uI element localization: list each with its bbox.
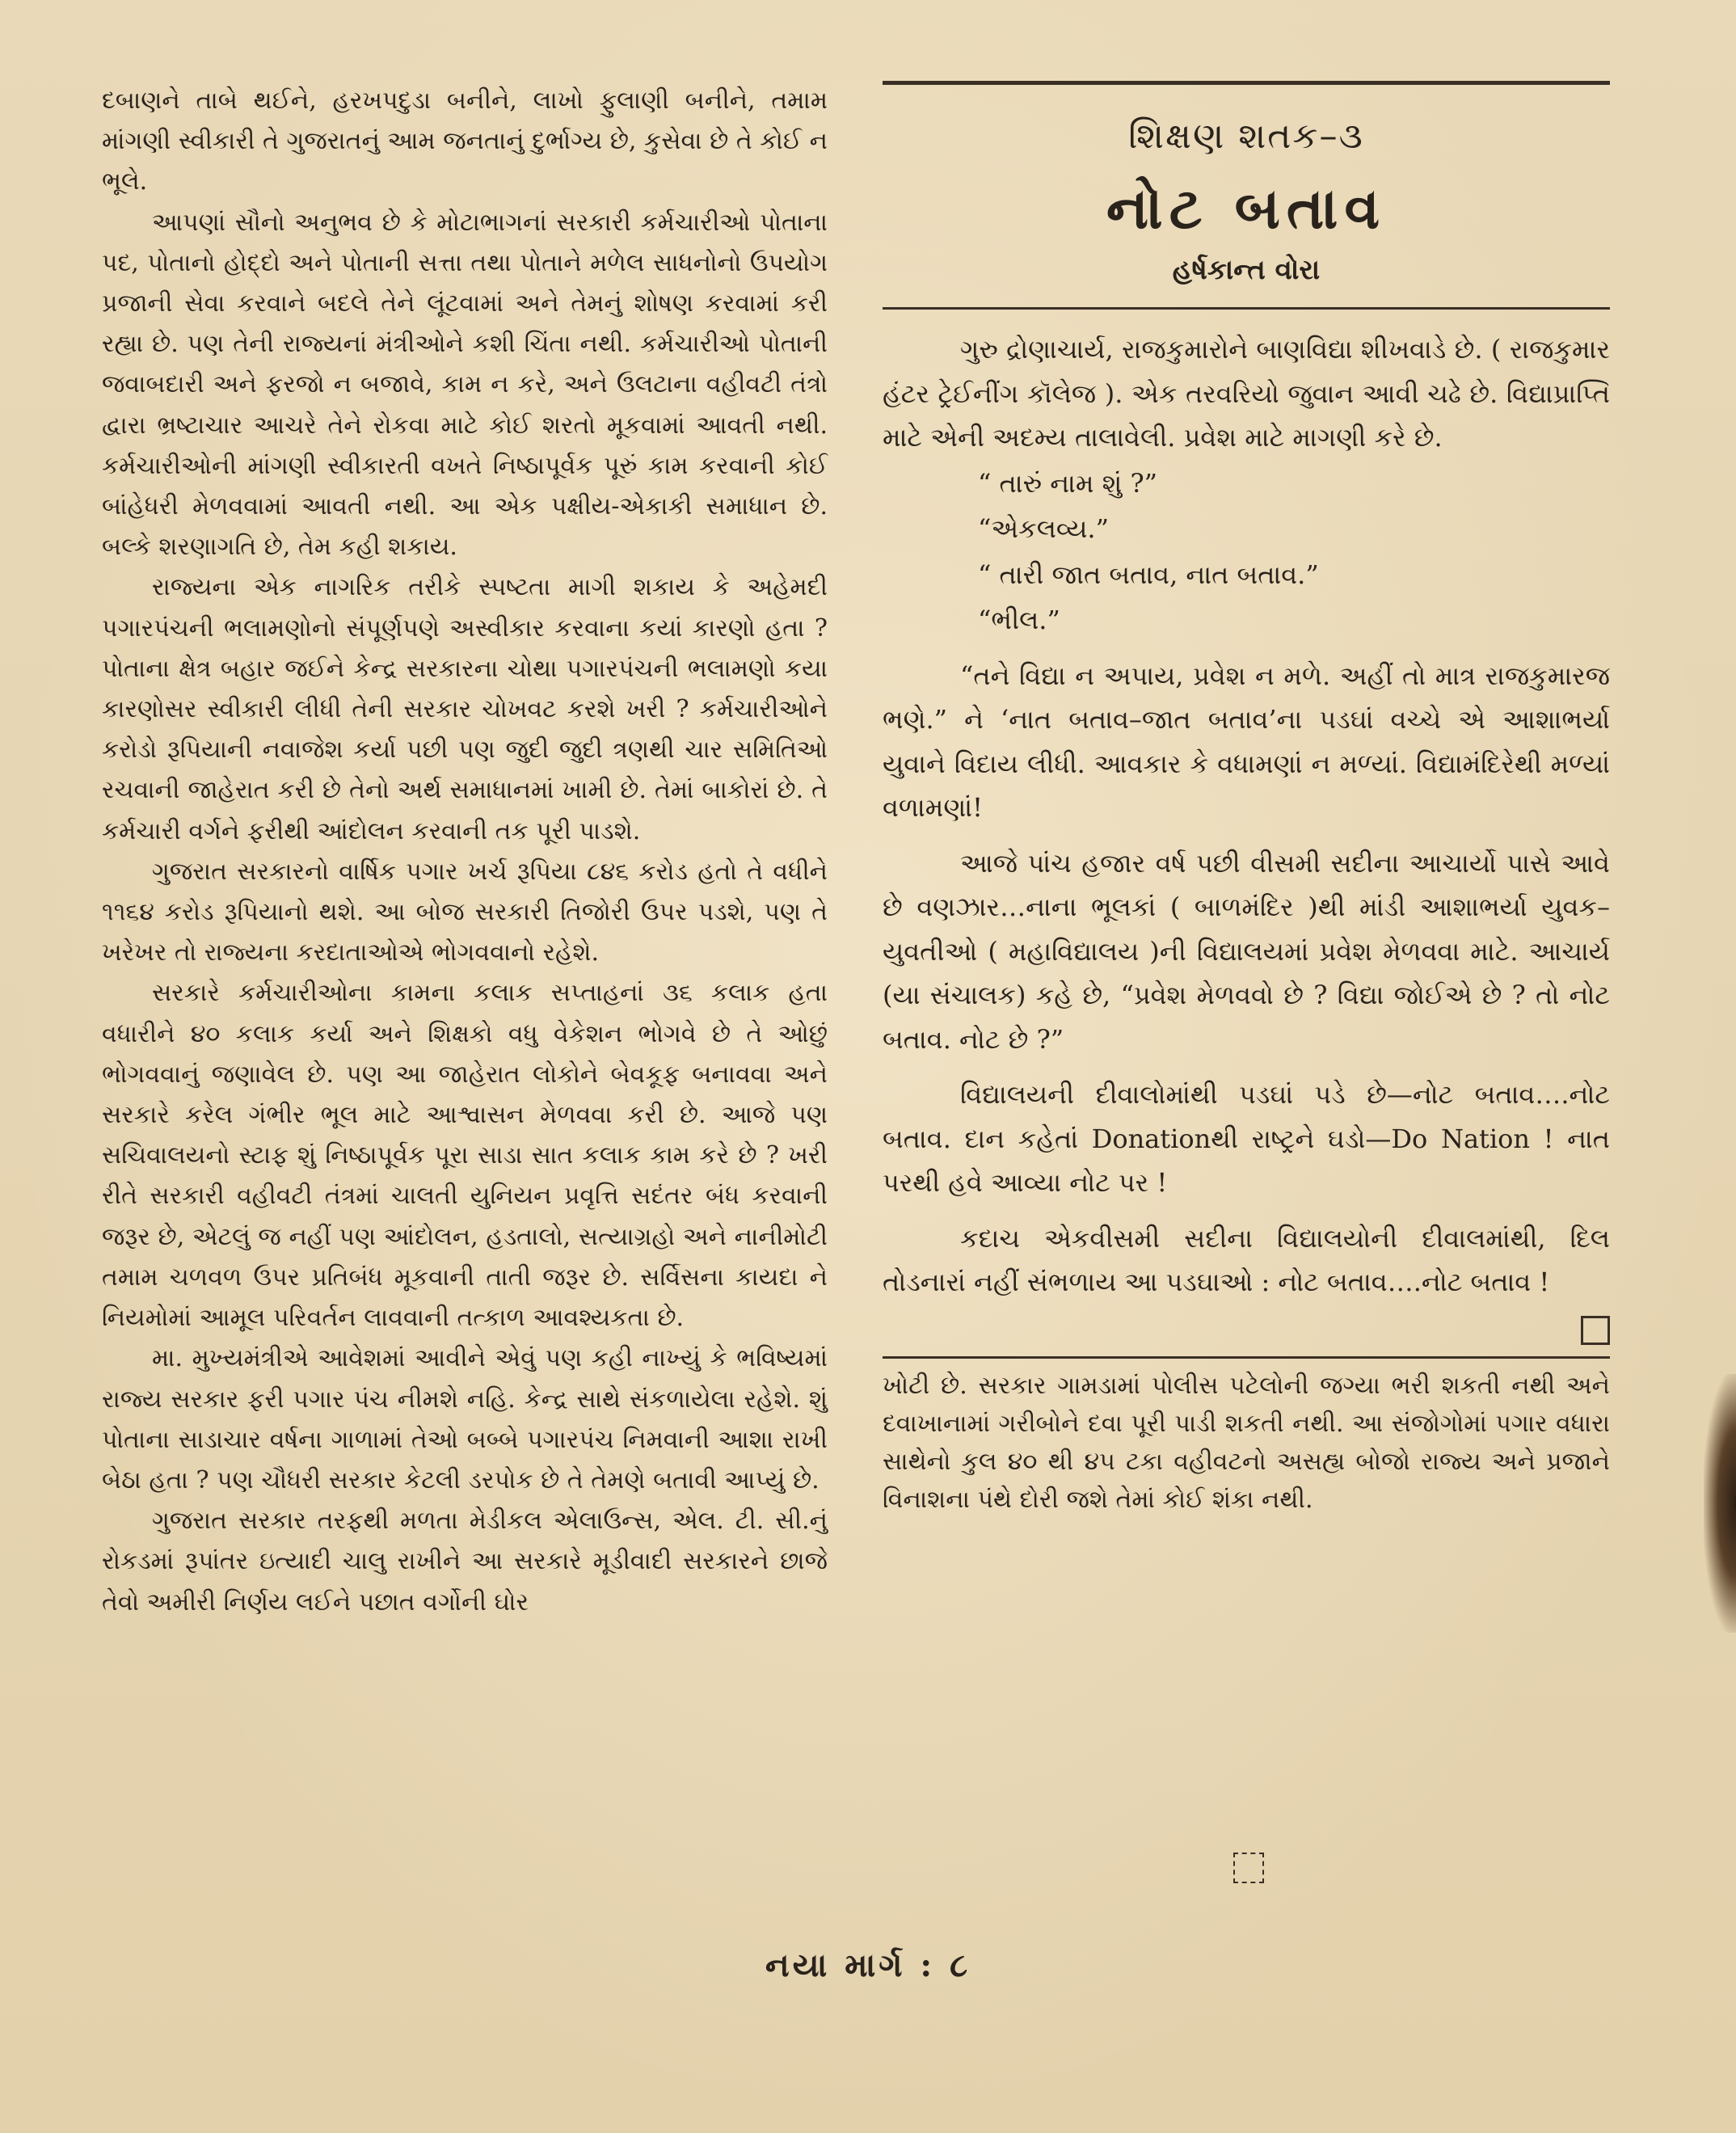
article-paragraph: કદાચ એકવીસમી સદીના વિદ્યાલયોની દીવાલમાંથી, દિલ તોડનારાં નહીં સંભળાય આ પડઘાઓ : નોટ બતાવ….નોટ બતાવ ! — [883, 1222, 1610, 1297]
author-name: હર્ષકાન્ત વોરા — [1172, 254, 1321, 286]
right-column — [883, 81, 1610, 1519]
end-mark-icon — [1581, 1316, 1610, 1345]
dialogue-line: “ તારી જાત બતાવ, નાત બતાવ.” — [978, 559, 1319, 590]
paragraph: આપણાં સૌનો અનુભવ છે કે મોટાભાગનાં સરકારી કર્મચારીઓ પોતાના પદ, પોતાનો હોદ્દો અને પોતાની સત્તા તથા પોતાને મળેલ સાધનોનો ઉપયોગ પ્રજાની સેવા કરવાને બદલે તેને લૂંટવામાં અને તેમનું શોષણ કરવામાં કરી રહ્યા છે. પણ તેની રાજ્યનાં મંત્રીઓને કશી ચિંતા નથી. કર્મચારીઓ પોતાની જવાબદારી અને ફરજો ન બજાવે, કામ ન કરે, અને ઉલટાના વહીવટી તંત્રો દ્વારા ભ્રષ્ટાચાર આચરે તેને રોકવા માટે કોઈ શરતો મૂકવામાં આવતી નથી. કર્મચારીઓની માંગણી સ્વીકારતી વખતે નિષ્ઠાપૂર્વક પૂરું કામ કરવાની કોઈ બાંહેધરી મેળવવામાં આવતી નથી. આ એક પક્ષીય-એકાકી સમાધાન છે. બલ્કે શરણાગતિ છે, તેમ કહી શકાય. — [102, 208, 828, 562]
title-rule — [883, 307, 1610, 310]
article-paragraph: “તને વિદ્યા ન અપાય, પ્રવેશ ન મળે. અહીં તો માત્ર રાજકુમારજ ભણે.” ને ‘નાત બતાવ–જાત બતાવ’ના પડઘાં વચ્ચે એ આશાભર્યા યુવાને વિદાય લીધી. આવકાર કે વધામણાં ન મળ્યાં. વિદ્યામંદિરેથી મળ્યાં વળામણાં! — [883, 660, 1610, 823]
paragraph: ગુજરાત સરકારનો વાર્ષિક પગાર ખર્ચ રૂપિયા ૮૪૬ કરોડ હતો તે વધીને ૧૧૬૪ કરોડ રૂપિયાનો થશે. આ બોજ સરકારી તિજોરી ઉપર પડશે, પણ તે ખરેખર તો રાજ્યના કરદાતાઓએ ભોગવવાનો રહેશે. — [102, 857, 828, 967]
paragraph: ગુજરાત સરકાર તરફથી મળતા મેડીકલ એલાઉન્સ, એલ. ટી. સી.નું રોકડમાં રૂપાંતર ઇત્યાદી ચાલુ રાખીને આ સરકારે મૂડીવાદી સરકારને છાજે તેવો અમીરી નિર્ણય લઈને પછાત વર્ગોની ઘોર — [102, 1507, 828, 1617]
paragraph: રાજ્યના એક નાગરિક તરીકે સ્પષ્ટતા માગી શકાય કે અહેમદી પગારપંચની ભલામણોનો સંપૂર્ણપણે અસ્વીકાર કરવાના કયાં કારણો હતા ? પોતાના ક્ષેત્ર બહાર જઈને કેન્દ્ર સરકારના ચોથા પગારપંચની ભલામણો કયા કારણોસર સ્વીકારી લીધી તેની સરકાર ચોખવટ કરશે ખરી ? કર્મચારીઓને કરોડો રૂપિયાની નવાજેશ કર્યા પછી પણ જુદી જુદી ત્રણથી ચાર સમિતિઓ રચવાની જાહેરાત કરી છે તેનો અર્થ સમાધાનમાં ખામી છે. તેમાં બાકોરાં છે. તે કર્મચારી વર્ગને ફરીથી આંદોલન કરવાની તક પૂરી પાડશે. — [102, 573, 828, 845]
article-paragraph: આજે પાંચ હજાર વર્ષ પછી વીસમી સદીના આચાર્યો પાસે આવે છે વણઝાર…નાના ભૂલકાં ( બાળમંદિર )થી માંડી આશાભર્યા યુવક–યુવતીઓ ( મહાવિદ્યાલય )ની વિદ્યાલયમાં પ્રવેશ મેળવવા માટે. આચાર્ય (યા સંચાલક) કહે છે, “પ્રવેશ મેળવવો છે ? વિદ્યા જોઈએ છે ? તો નોટ બતાવ. નોટ છે ?” — [883, 847, 1610, 1055]
paragraph: સરકારે કર્મચારીઓના કામના કલાક સપ્તાહનાં ૩૬ કલાક હતા વધારીને ૪૦ કલાક કર્યા અને શિક્ષકો વધુ વેકેશન ભોગવે છે તે ઓછું ભોગવવાનું જણાવેલ છે. પણ આ જાહેરાત લોકોને બેવકૂફ બનાવવા અને સરકારે કરેલ ગંભીર ભૂલ માટે આશ્વાસન મેળવવા કરી છે. આજે પણ સચિવાલયનો સ્ટાફ શું નિષ્ઠાપૂર્વક પૂરા સાડા સાત કલાક કામ કરે છે ? ખરી રીતે સરકારી વહીવટી તંત્રમાં ચાલતી યુનિયન પ્રવૃત્તિ સદંતર બંધ કરવાની જરૂર છે, એટલું જ નહીં પણ આંદોલન, હડતાલો, સત્યાગ્રહો અને નાનીમોટી તમામ ચળવળ ઉપર પ્રતિબંધ મૂકવાની તાતી જરૂર છે. સર્વિસના કાયદા ને નિયમોમાં આમૂલ પરિવર્તન લાવવાની તત્કાળ આવશ્યકતા છે. — [102, 979, 828, 1333]
continued-text: ખોટી છે. સરકાર ગામડામાં પોલીસ પટેલોની જગ્યા ભરી શકતી નથી અને દવાખાનામાં ગરીબોને દવા પૂરી પાડી શકતી નથી. આ સંજોગોમાં પગાર વધારા સાથેનો કુલ ૪૦ થી ૪૫ ટકા વહીવટનો અસહ્ય બોજો રાજ્ય અને પ્રજાને વિનાશના પંથે દોરી જશે તેમાં કોઈ શંકા નથી. — [883, 1371, 1610, 1514]
paragraph: દબાણને તાબે થઈને, હરખપદુડા બનીને, લાખો ફુલાણી બનીને, તમામ માંગણી સ્વીકારી તે ગુજરાતનું આમ જનતાનું દુર્ભાગ્ય છે, કુસેવા છે તે કોઈ ન ભૂલે. — [102, 86, 828, 196]
top-rule — [883, 81, 1610, 85]
section-end-mark-icon — [1233, 1853, 1264, 1883]
article-body — [883, 327, 1610, 1305]
dialogue-line: “ભીલ.” — [978, 605, 1060, 635]
article-paragraph: વિદ્યાલયની દીવાલોમાંથી પડઘાં પડે છે—નોટ બતાવ….નોટ બતાવ. દાન કહેતાં Donationથી રાષ્ટ્રને ઘડો—Do Nation ! નાત પરથી હવે આવ્યા નોટ પર ! — [883, 1079, 1610, 1198]
page-footer: નયા માર્ગ : ૮ — [765, 1946, 971, 1984]
series-title: શિક્ષણ શતક–૩ — [1128, 116, 1364, 157]
left-column — [102, 81, 828, 1623]
article-title: નોટ બતાવ — [1106, 175, 1387, 242]
article-paragraph: ગુરુ દ્રોણાચાર્ય, રાજકુમારોને બાણવિદ્યા શીખવાડે છે. ( રાજકુમાર હંટર ટ્રેઈનીંગ કૉલેજ ). એક તરવરિયો જુવાન આવી ચઢે છે. વિદ્યાપ્રાપ્તિ માટે એની અદમ્ય તાલાવેલી. પ્રવેશ માટે માગણી કરે છે. — [883, 334, 1610, 453]
page-edge-stain — [1704, 1374, 1736, 1633]
continuation-rule — [883, 1356, 1610, 1359]
dialogue-line: “ તારું નામ શું ?” — [978, 467, 1158, 499]
dialogue-line: “એકલવ્ય.” — [978, 513, 1109, 544]
paragraph: મા. મુખ્યમંત્રીએ આવેશમાં આવીને એવું પણ કહી નાખ્યું કે ભવિષ્યમાં રાજ્ય સરકાર ફરી પગાર પંચ નીમશે નહિ. કેન્દ્ર સાથે સંકળાયેલા રહેશે. શું પોતાના સાડાચાર વર્ષના ગાળામાં તેઓ બબ્બે પગારપંચ નિમવાની આશા રાખી બેઠા હતા ? પણ ચૌધરી સરકાર કેટલી ડરપોક છે તે તેમણે બતાવી આપ્યું છે. — [102, 1344, 828, 1494]
